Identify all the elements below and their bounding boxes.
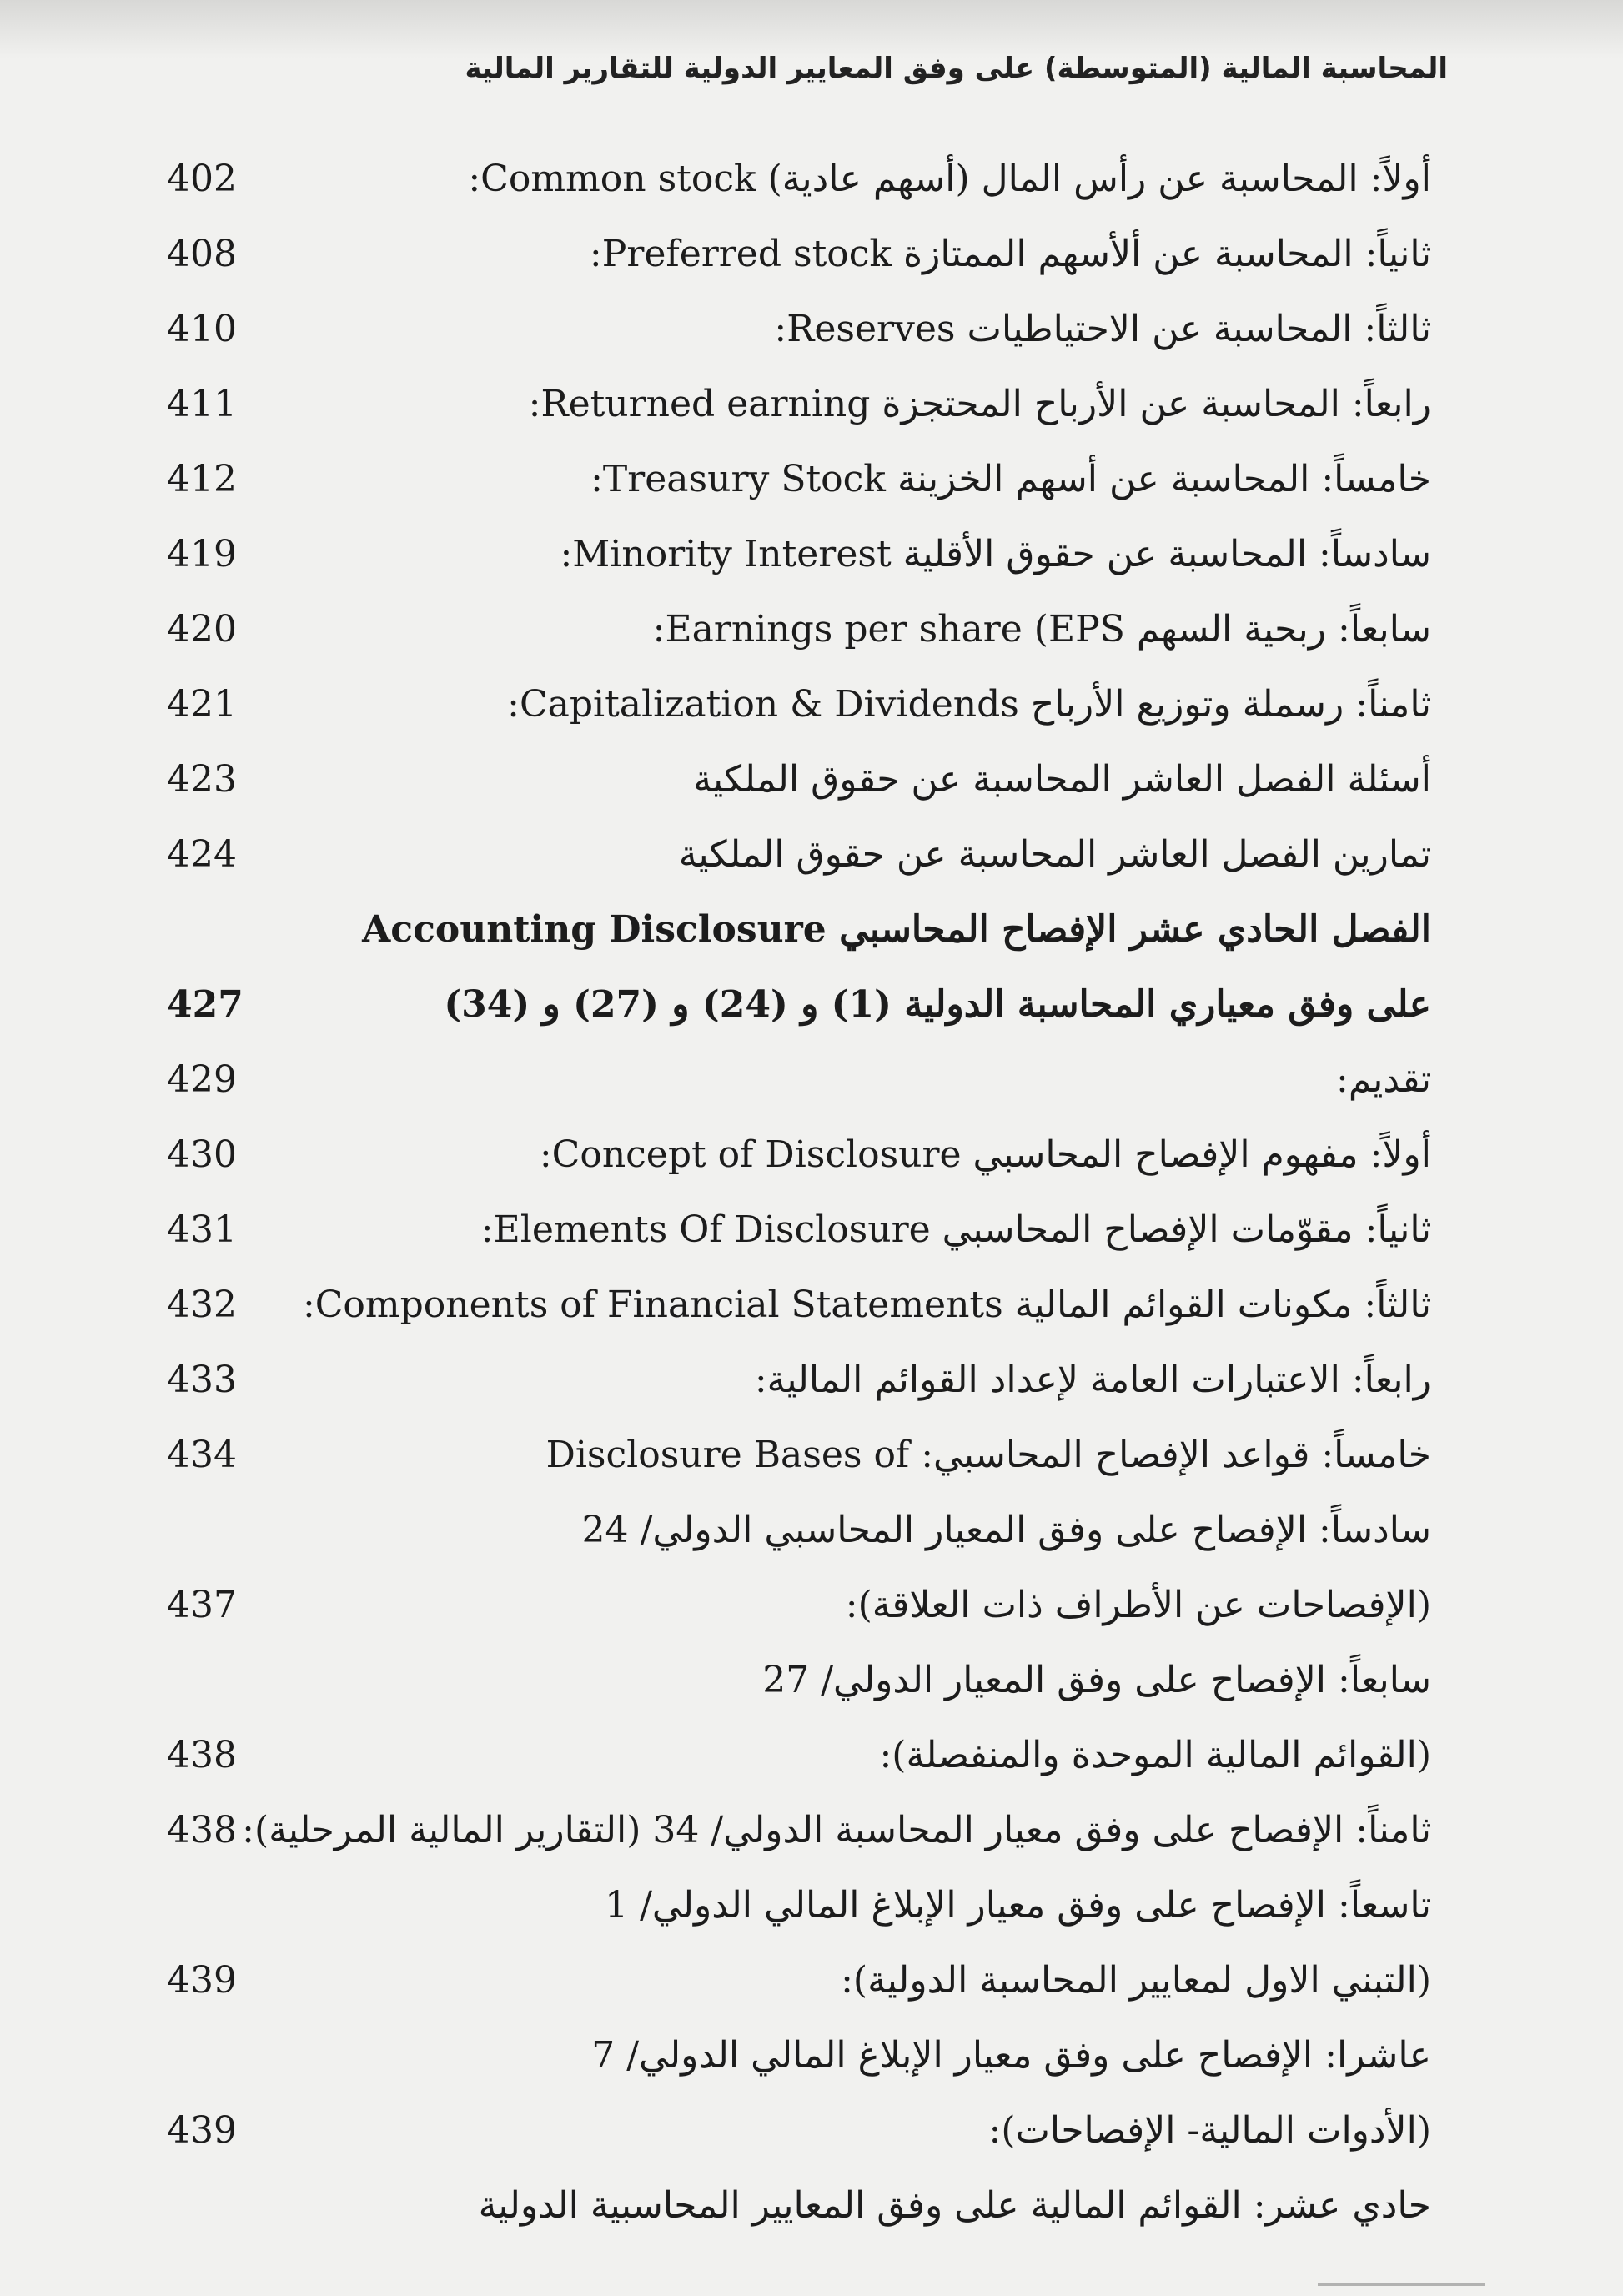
toc-page-number: 431	[167, 1208, 237, 1251]
toc-entry-title: أولاً: مفهوم الإفصاح المحاسبي Concept of Disclosure:	[539, 1133, 1431, 1176]
toc-page-number: 439	[167, 1959, 237, 2002]
toc-entry-title: عاشرا: الإفصاح على وفق معيار الإبلاغ المالي الدولي/ 7	[591, 2034, 1431, 2077]
toc-entry-title: ثامناً: الإفصاح على وفق معيار المحاسبة الدولي/ 34 (التقارير المالية المرحلية):	[242, 1809, 1431, 1851]
toc-entry[interactable]	[167, 1418, 1431, 1493]
toc-entry[interactable]	[167, 142, 1431, 217]
toc-entry-title: تمارين الفصل العاشر المحاسبة عن حقوق الملكية	[678, 833, 1431, 876]
toc-page-number: 438	[167, 1734, 237, 1776]
toc-entry-title: حادي عشر: القوائم المالية على وفق المعايير المحاسبية الدولية	[478, 2184, 1431, 2227]
toc-page-number: 439	[167, 2109, 237, 2152]
toc-entry[interactable]	[167, 1343, 1431, 1418]
toc-entry[interactable]	[167, 2168, 1431, 2243]
toc-entry[interactable]	[167, 217, 1431, 292]
toc-entry[interactable]	[167, 1643, 1431, 1793]
toc-entry[interactable]	[167, 367, 1431, 442]
toc-entry[interactable]	[167, 1193, 1431, 1268]
page-bottom-mark	[1318, 2283, 1485, 2294]
toc-page-number: 430	[167, 1133, 237, 1176]
toc-entry[interactable]	[167, 742, 1431, 817]
toc-entry-title: الفصل الحادي عشر الإفصاح المحاسبي Accounting Disclosure	[362, 908, 1431, 951]
toc-entry[interactable]	[167, 1793, 1431, 1868]
toc-entry-title: (الأدوات المالية- الإفصاحات):	[988, 2109, 1431, 2152]
toc-entry-title: ثامناً: رسملة وتوزيع الأرباح Capitalization & Dividends:	[507, 683, 1431, 726]
toc-entry[interactable]	[167, 817, 1431, 892]
toc-page-number: 410	[167, 308, 237, 350]
toc-entry[interactable]	[167, 517, 1431, 592]
toc-page-number: 420	[167, 608, 237, 651]
toc-entry-title: ثالثاً: المحاسبة عن الاحتياطيات Reserves:	[774, 308, 1431, 350]
toc-entry-title: ثانياً: مقوّمات الإفصاح المحاسبي Elements Of Disclosure:	[480, 1208, 1431, 1251]
toc-entry[interactable]	[167, 1118, 1431, 1193]
toc-page-number: 408	[167, 233, 237, 275]
toc-page-number: 427	[167, 983, 244, 1026]
toc-entry[interactable]	[167, 1868, 1431, 2018]
toc-page-number: 421	[167, 683, 237, 726]
toc-page-number: 432	[167, 1284, 237, 1326]
toc-entry[interactable]	[167, 2018, 1431, 2168]
toc-page-number: 437	[167, 1584, 237, 1626]
toc-entry-title: سابعاً: ربحية السهم Earnings per share (EPS:	[652, 608, 1431, 651]
toc-entry[interactable]	[167, 1268, 1431, 1343]
toc-entry-title: سادساً: المحاسبة عن حقوق الأقلية Minority Interest:	[560, 533, 1431, 575]
toc-entry-title: ثالثاً: مكونات القوائم المالية Components of Financial Statements:	[302, 1284, 1431, 1326]
toc-entry-title: على وفق معياري المحاسبة الدولية (1) و (24) و (27) و (34)	[444, 983, 1431, 1026]
toc-entry-title: سادساً: الإفصاح على وفق المعيار المحاسبي الدولي/ 24	[581, 1509, 1431, 1551]
toc-entry[interactable]	[167, 892, 1431, 1042]
running-header: المحاسبة المالية (المتوسطة) على وفق المعايير الدولية للتقارير المالية	[465, 52, 1448, 85]
toc-entry-title: (التبني الاول لمعايير المحاسبة الدولية):	[841, 1959, 1431, 2002]
toc-page-number: 438	[167, 1809, 237, 1851]
toc-entry[interactable]	[167, 667, 1431, 742]
toc-entry-title: تقديم:	[1336, 1058, 1431, 1101]
toc-entry-title: (القوائم المالية الموحدة والمنفصلة):	[879, 1734, 1431, 1776]
toc-entry-title: أسئلة الفصل العاشر المحاسبة عن حقوق الملكية	[693, 758, 1431, 801]
toc-page-number: 419	[167, 533, 237, 575]
toc-entry[interactable]	[167, 592, 1431, 667]
toc-entry-title: أولاً: المحاسبة عن رأس المال (أسهم عادية) Common stock:	[468, 158, 1431, 200]
toc-entry[interactable]	[167, 292, 1431, 367]
toc-entry[interactable]	[167, 1042, 1431, 1118]
toc-entry-title: ثانياً: المحاسبة عن ألأسهم الممتازة Preferred stock:	[589, 233, 1431, 275]
toc-entry[interactable]	[167, 1493, 1431, 1643]
toc-entry[interactable]	[167, 442, 1431, 517]
page-top-shadow	[0, 0, 1623, 58]
toc-entry-title: سابعاً: الإفصاح على وفق المعيار الدولي/ 27	[762, 1659, 1431, 1701]
toc-page-number: 429	[167, 1058, 237, 1101]
toc-entry-title: خامساً: المحاسبة عن أسهم الخزينة Treasury Stock:	[590, 458, 1431, 500]
toc-entry-title: خامساً: قواعد الإفصاح المحاسبي: Disclosure Bases of	[545, 1434, 1431, 1476]
toc-page-number: 434	[167, 1434, 237, 1476]
toc-page-number: 433	[167, 1359, 237, 1401]
toc-entry-title: رابعاً: المحاسبة عن الأرباح المحتجزة Returned earning:	[528, 383, 1431, 425]
toc-page-number: 411	[167, 383, 237, 425]
toc-page-number: 412	[167, 458, 237, 500]
toc-entry-title: رابعاً: الاعتبارات العامة لإعداد القوائم المالية:	[754, 1359, 1431, 1401]
toc-page-number: 402	[167, 158, 237, 200]
toc-entry-title: تاسعاً: الإفصاح على وفق معيار الإبلاغ المالي الدولي/ 1	[605, 1884, 1431, 1927]
toc-page-number: 423	[167, 758, 237, 801]
toc-page-number: 424	[167, 833, 237, 876]
toc-entry-title: (الإفصاحات عن الأطراف ذات العلاقة):	[845, 1584, 1431, 1626]
